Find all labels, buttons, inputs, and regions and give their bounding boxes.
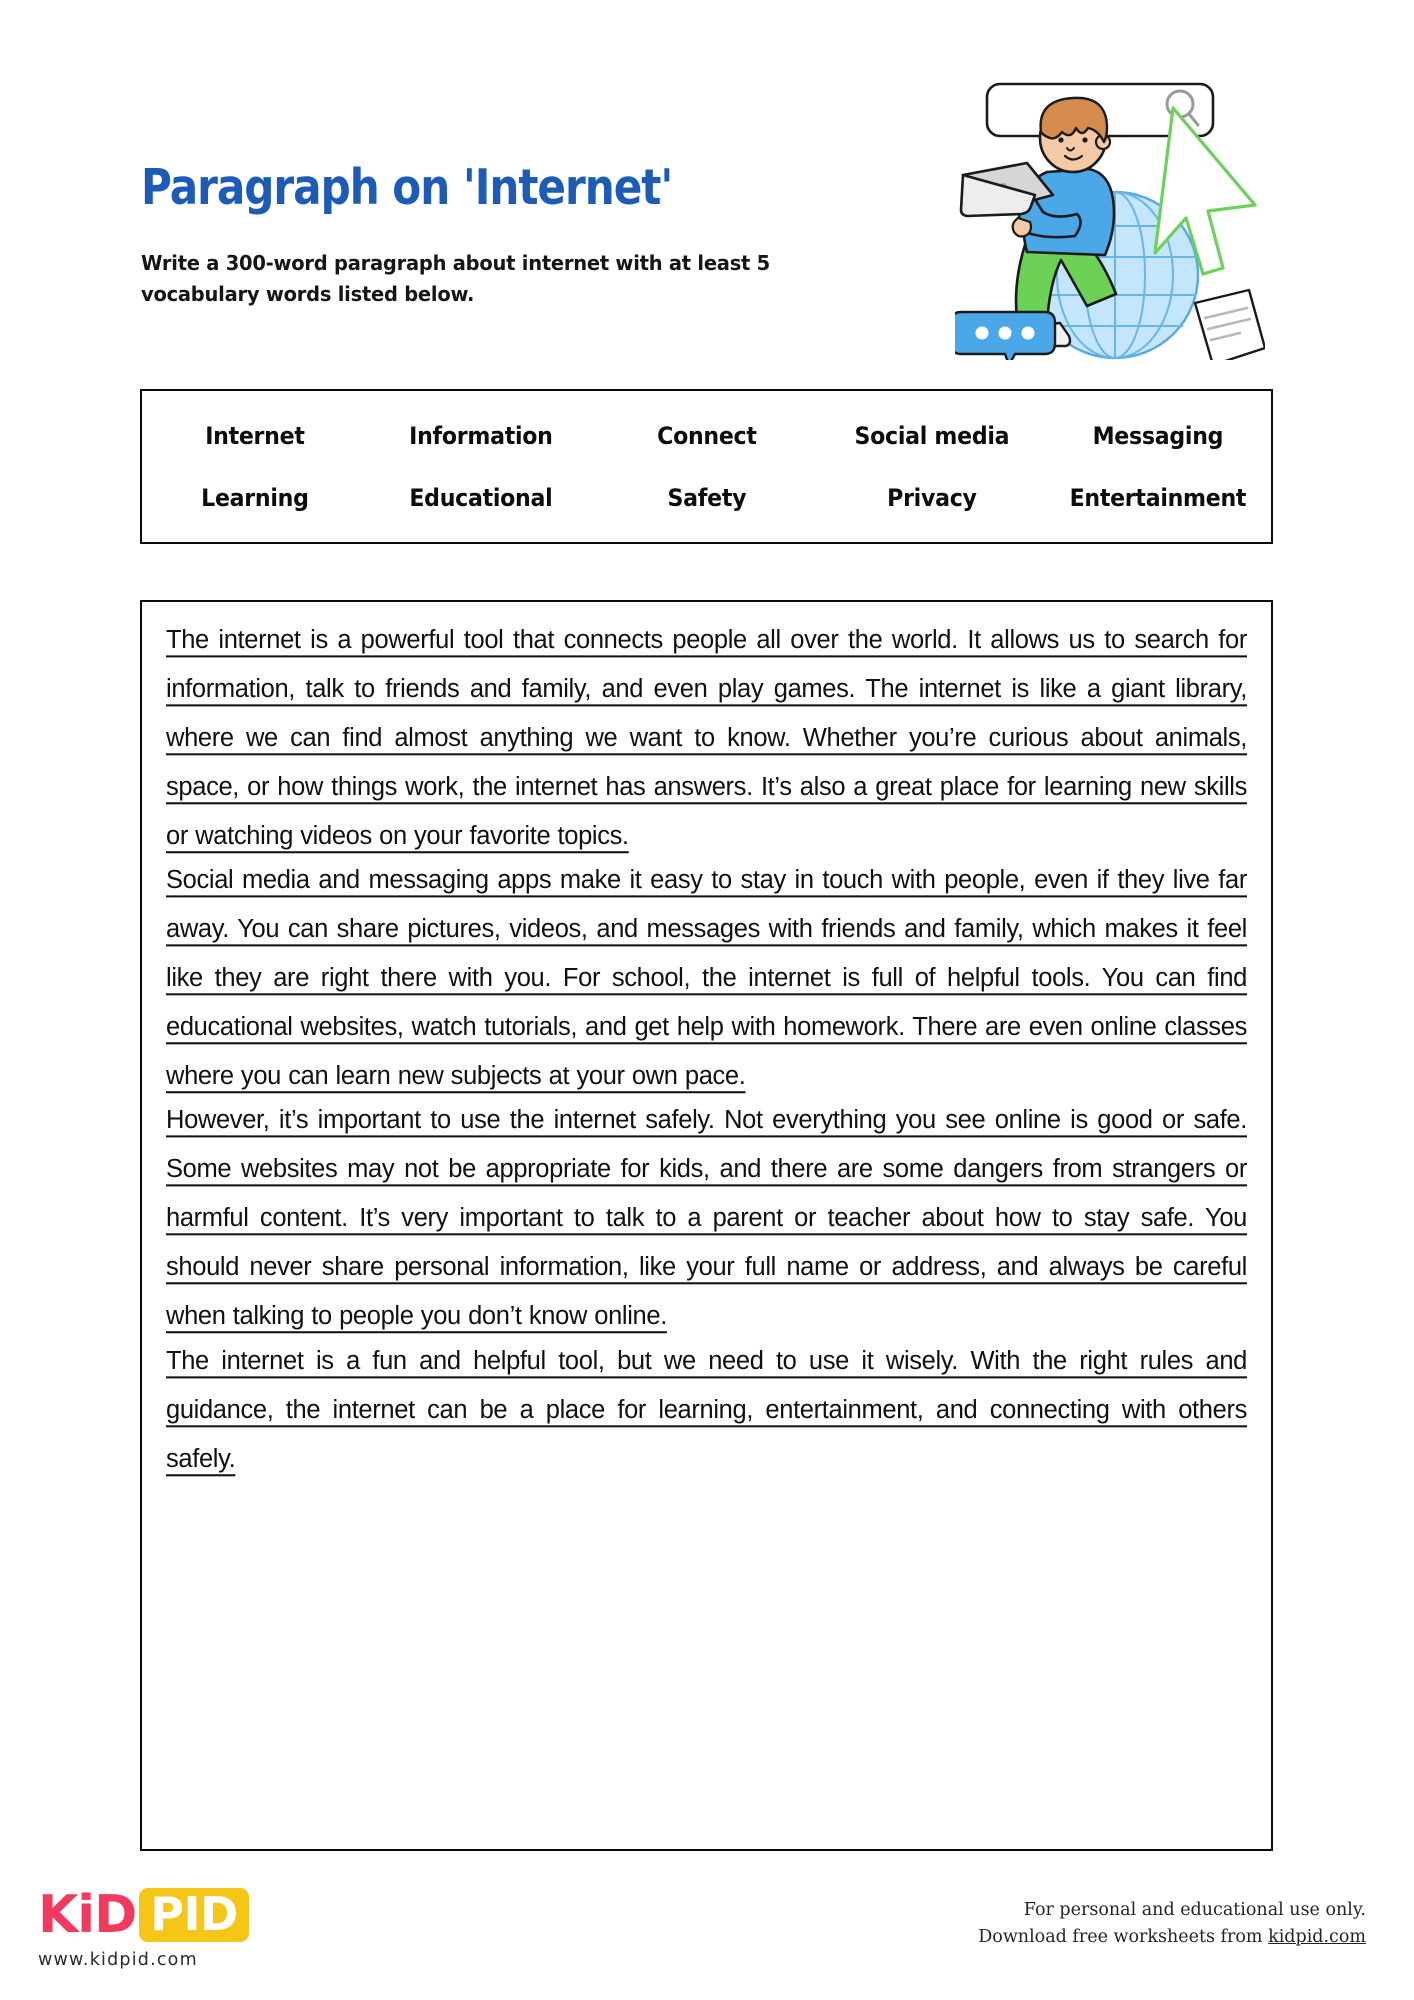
vocabulary-row-2 <box>142 467 1271 529</box>
worksheet-header <box>0 0 1414 370</box>
answer-writing-box[interactable] <box>140 600 1273 1851</box>
logo-row <box>38 1887 308 1943</box>
vocabulary-word: Social media <box>854 421 1010 450</box>
chat-bubble-icon <box>955 312 1055 360</box>
instruction-text: Write a 300-word paragraph about internet with at least 5 vocabulary words listed below. <box>141 251 770 307</box>
logo-website-url: www.kidpid.com <box>38 1950 198 1970</box>
answer-paragraph: However, it’s important to use the internet safely. Not everything you see online is good or safe. Some websites may not be appropriate for kids, and there are some dangers from strangers or harmful content. It’s very important to talk to a parent or teacher about how to stay safe. You should never share personal information, like your full name or address, and always be careful when talking to people you don’t know online. <box>166 1105 1247 1331</box>
footer-note-line-1: For personal and educational use only. <box>1023 1900 1366 1920</box>
logo-pid-text: PID <box>150 1886 238 1941</box>
vocabulary-row-1 <box>142 405 1271 467</box>
vocabulary-word: Internet <box>205 421 305 450</box>
footer-note-prefix: Download free worksheets from <box>978 1927 1269 1948</box>
vocabulary-word: Connect <box>656 421 757 450</box>
kidpid-logo[interactable] <box>38 1887 308 1970</box>
vocabulary-word: Safety <box>667 483 746 512</box>
vocabulary-word: Entertainment <box>1069 483 1247 512</box>
vocabulary-word: Educational <box>409 483 553 512</box>
logo-kid-text: KiD <box>38 1885 137 1945</box>
footer-usage-notes <box>978 1897 1366 1951</box>
boy-on-globe-with-laptop-illustration <box>955 60 1265 360</box>
vocabulary-word: Messaging <box>1092 421 1224 450</box>
document-page-icon <box>1195 290 1265 360</box>
vocabulary-word: Information <box>408 421 553 450</box>
page-title: Paragraph on 'Internet' <box>141 159 673 216</box>
vocabulary-word: Learning <box>201 483 309 512</box>
answer-paragraph: The internet is a powerful tool that connects people all over the world. It allows us to search for information, talk to friends and family, and even play games. The internet is like a giant library, where we can find almost anything we want to know. Whether you’re curious about animals, space, or how things work, the internet has answers. It’s also a great place for learning new skills or watching videos on your favorite topics. <box>166 625 1247 851</box>
logo-pid-badge <box>139 1888 249 1942</box>
answer-paragraph: Social media and messaging apps make it easy to stay in touch with people, even if they live far away. You can share pictures, videos, and messages with friends and family, which makes it feel like they are right there with you. For school, the internet is full of helpful tools. You can find educational websites, watch tutorials, and get help with homework. There are even online classes where you can learn new subjects at your own pace. <box>166 865 1247 1091</box>
footer-note-line-2 <box>978 1924 1366 1951</box>
answer-paragraph: The internet is a fun and helpful tool, but we need to use it wisely. With the right rules and guidance, the internet can be a place for learning, entertainment, and connecting with others safely. <box>166 1346 1247 1474</box>
vocabulary-word: Privacy <box>887 483 978 512</box>
vocabulary-word-box <box>140 389 1273 544</box>
kidpid-link[interactable]: kidpid.com <box>1268 1927 1366 1948</box>
worksheet-footer <box>0 1875 1414 2000</box>
